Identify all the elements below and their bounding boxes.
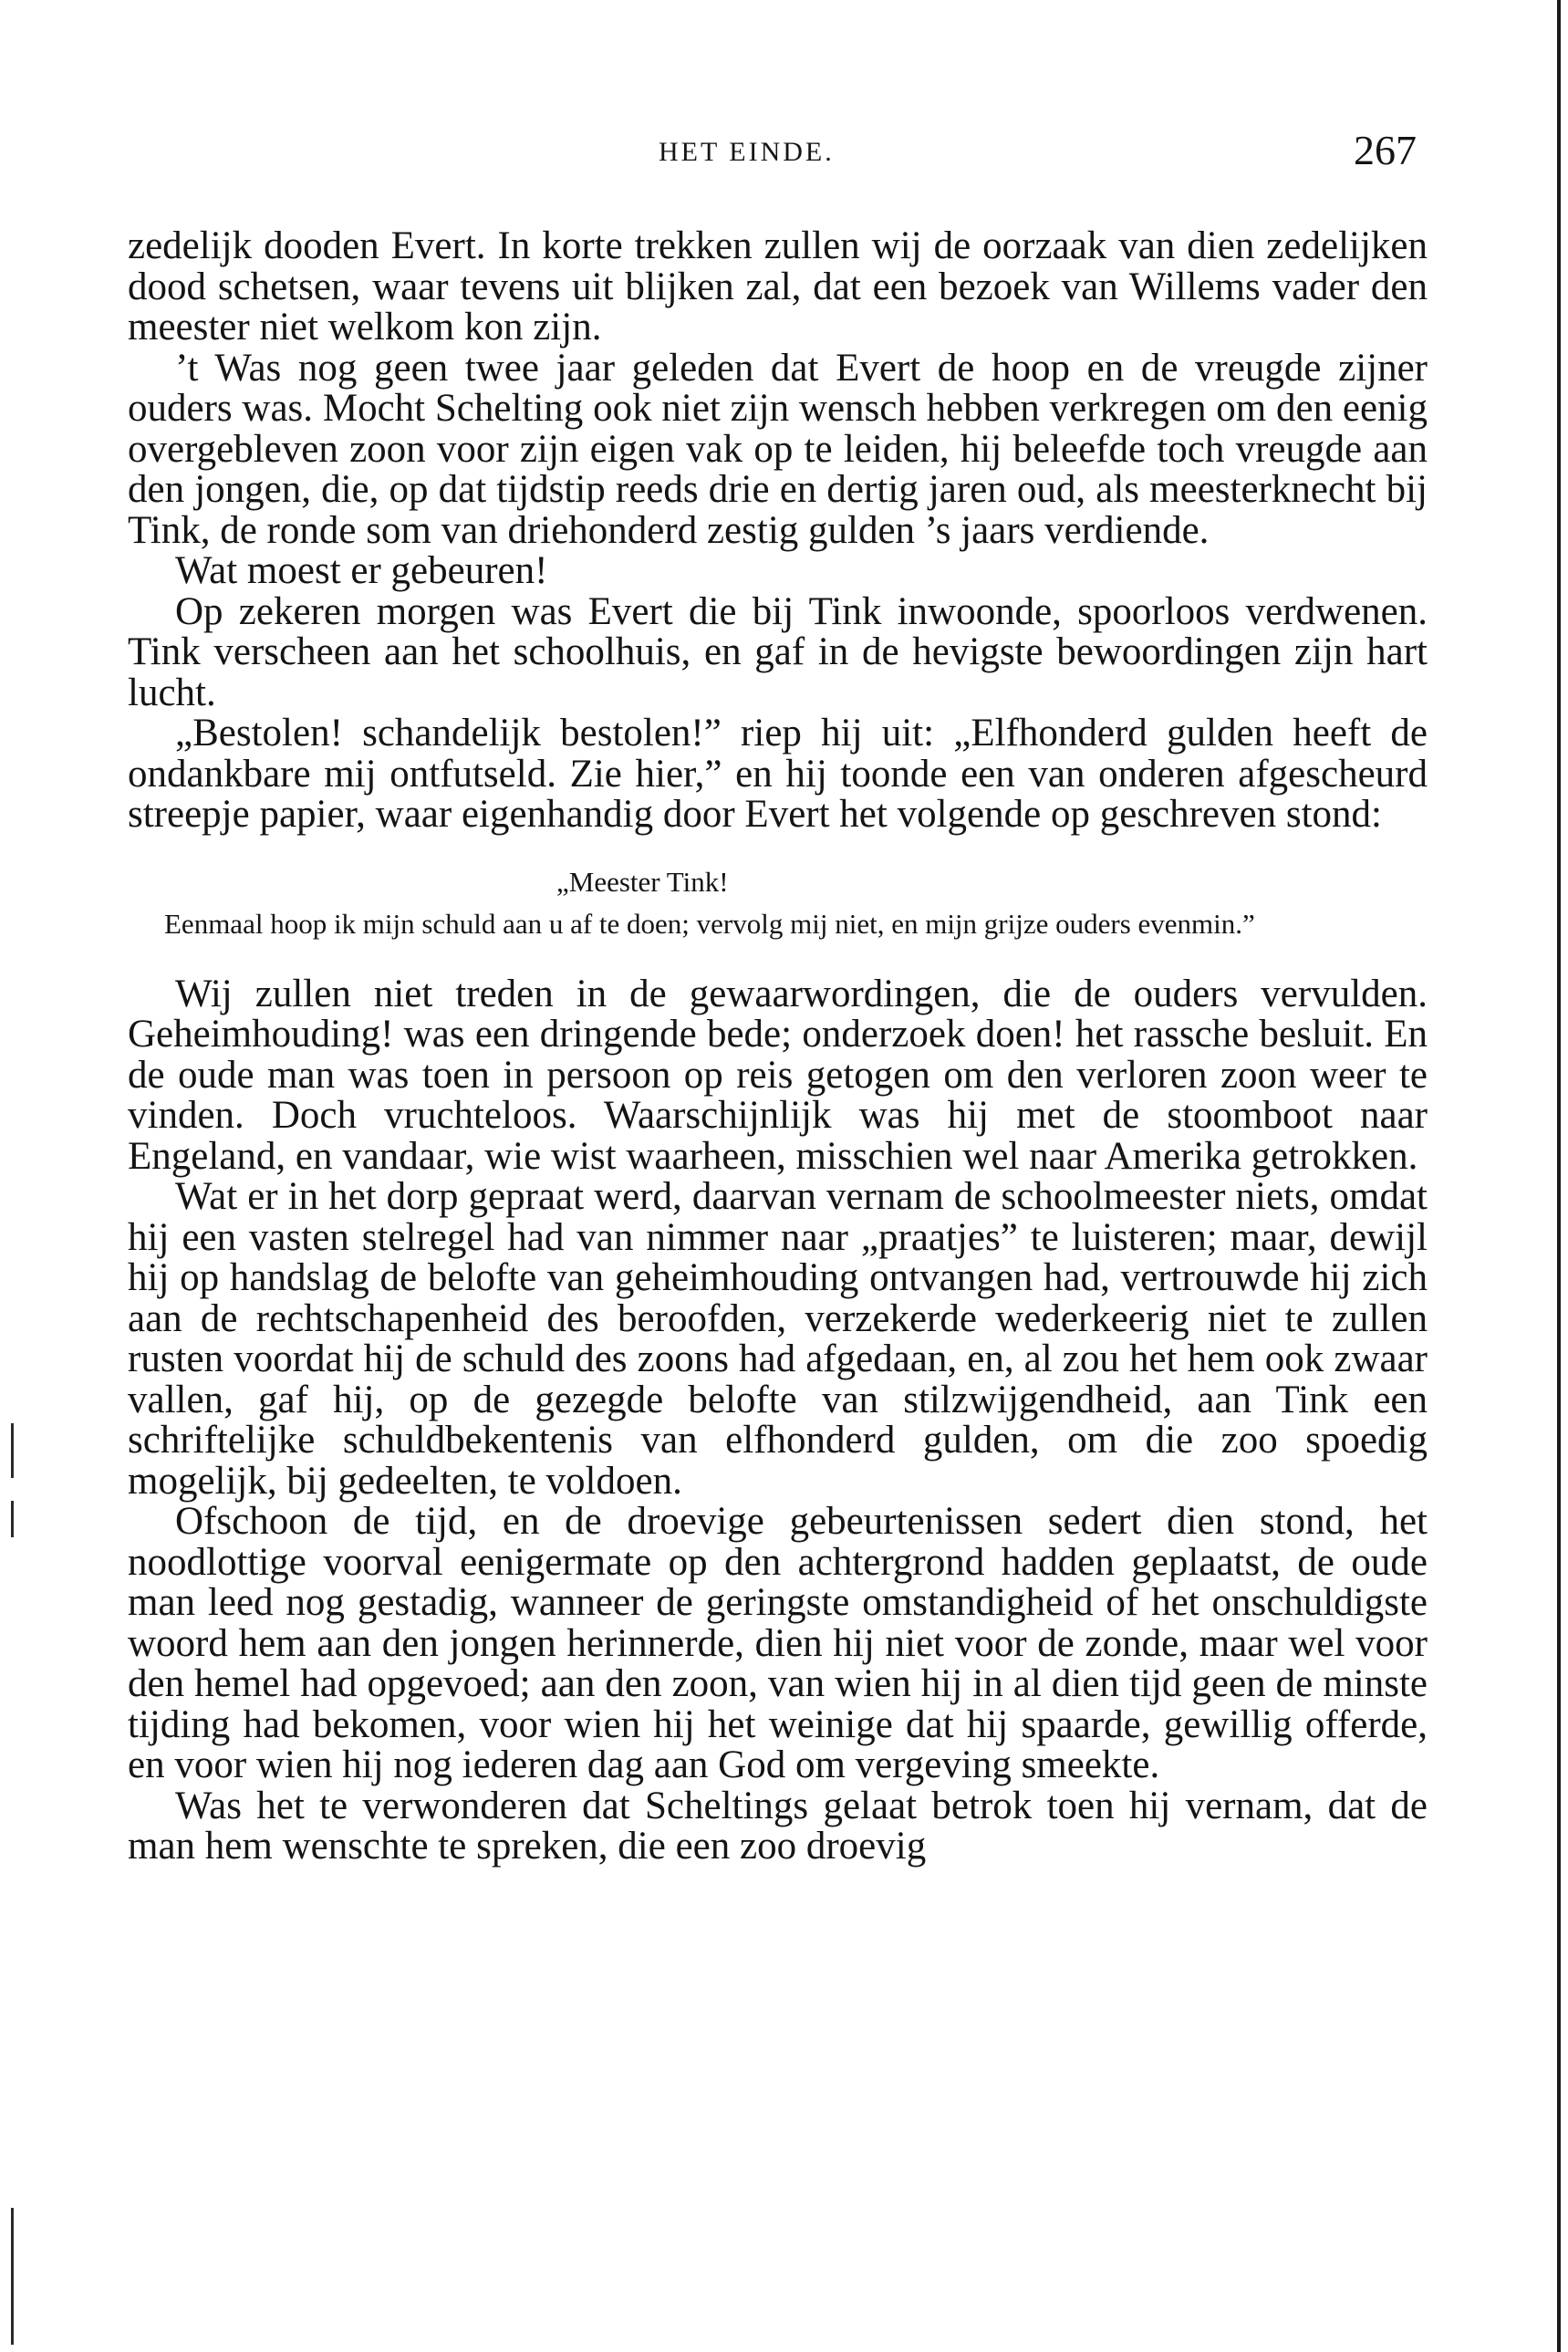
paragraph: Ofschoon de tijd, en de droevige gebeurtenissen sedert dien stond, het noodlottige voorval eenigermate op den achtergrond hadden geplaatst, de oude man leed nog gestadig, wanneer de geringste omstandigheid of het onschuldigste woord hem aan den jongen herinnerde, dien hij niet voor de zonde, maar wel voor den hemel had opgevoed; aan den zoon, van wien hij in al dien tijd geen de minste tijding had bekomen, voor wien hij het weinige dat hij spaarde, gewillig offerde, en voor wien hij nog iederen dag aan God om vergeving smeekte. bbox=[128, 1500, 1428, 1786]
letter-text: Eenmaal hoop ik mijn schuld aan u af te doen; vervolg mij niet, en mijn grijze ouders evenmin.” bbox=[164, 907, 1255, 940]
letter-salutation: „Meester Tink! bbox=[556, 865, 729, 898]
left-edge-mark bbox=[11, 1423, 14, 1478]
page-number: 267 bbox=[1354, 127, 1417, 173]
paragraph: Wij zullen niet treden in de gewaarwordingen, die de ouders vervulden. Geheimhouding! was een dringende bede; onderzoek doen! het rassche besluit. En de oude man was toen in persoon op reis getogen om den verloren zoon weer te vinden. Doch vruchteloos. Waarschijnlijk was hij met de stoomboot naar Engeland, en vandaar, wie wist waarheen, misschien wel naar Amerika getrokken. bbox=[128, 972, 1428, 1178]
page-header bbox=[0, 126, 1568, 181]
paragraph: ’t Was nog geen twee jaar geleden dat Evert de hoop en de vreugde zijner ouders was. Mocht Schelting ook niet zijn wensch hebben verkregen om den eenig overgebleven zoon voor zijn eigen vak op te leiden, hij beleefde toch vreugde aan den jongen, die, op dat tijdstip reeds drie en dertig jaren oud, als meesterknecht bij Tink, de ronde som van driehonderd zestig gulden ’s jaars verdiende. bbox=[128, 346, 1428, 552]
running-head: HET EINDE. bbox=[659, 137, 835, 167]
paragraph: Wat moest er gebeuren! bbox=[175, 549, 548, 592]
quoted-letter bbox=[128, 865, 1428, 942]
paragraph: Wat er in het dorp gepraat werd, daarvan vernam de schoolmeester niets, omdat hij een vasten stelregel had van nimmer naar „praatjes” te luisteren; maar, dewijl hij op handslag de belofte van geheimhouding ontvangen had, vertrouwde hij zich aan de rechtschapenheid des beroofden, verzekerde wederkeerig niet te zullen rusten voordat hij de schuld des zoons had afgedaan, en, al zou het hem ook zwaar vallen, gaf hij, op de gezegde belofte van stilzwijgendheid, aan Tink een schriftelijke schuldbekentenis van elfhonderd gulden, om die zoo spoedig mogelijk, bij gedeelten, te voldoen. bbox=[128, 1175, 1428, 1503]
paragraph: „Bestolen! schandelijk bestolen!” riep hij uit: „Elfhonderd gulden heeft de ondankbare mij ontfutseld. Zie hier,” en hij toonde een van onderen afgescheurd streepje papier, waar eigenhandig door Evert het volgende op geschreven stond: bbox=[128, 712, 1428, 836]
left-edge-mark bbox=[11, 2208, 14, 2345]
paragraph: zedelijk dooden Evert. In korte trekken zullen wij de oorzaak van dien zedelijken dood schetsen, waar tevens uit blijken zal, dat een bezoek van Willems vader den meester niet welkom kon zijn. bbox=[128, 224, 1428, 349]
left-edge-mark bbox=[11, 1501, 14, 1537]
right-edge-rule bbox=[1557, 0, 1561, 2352]
paragraph: Was het te verwonderen dat Scheltings gelaat betrok toen hij vernam, dat de man hem wenschte te spreken, die een zoo droevig bbox=[128, 1784, 1428, 1868]
page-body bbox=[128, 226, 1428, 1868]
paragraph: Op zekeren morgen was Evert die bij Tink inwoonde, spoorloos verdwenen. Tink verscheen aan het schoolhuis, en gaf in de hevigste bewoordingen zijn hart lucht. bbox=[128, 589, 1428, 714]
